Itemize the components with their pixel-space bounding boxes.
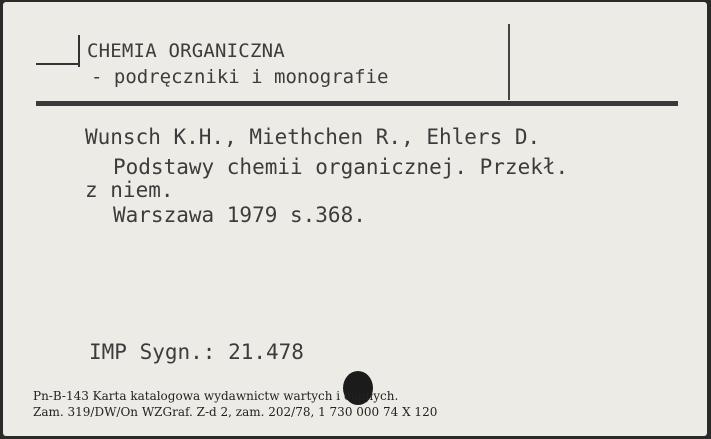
form-footer-line-2: Zam. 319/DW/On WZGraf. Z-d 2, zam. 202/78, 1 730 000 74 X 120	[33, 405, 438, 419]
title-continuation: z niem.	[85, 178, 174, 202]
header-divider	[508, 24, 510, 100]
header-rule	[36, 101, 678, 106]
header-corner-underline	[36, 63, 80, 65]
subject-heading: CHEMIA ORGANICZNA	[87, 40, 285, 62]
catalog-card	[3, 2, 707, 436]
title-line: Podstawy chemii organicznej. Przekł.	[113, 155, 569, 179]
call-number: IMP Sygn.: 21.478	[89, 340, 304, 364]
subject-subheading: - podręczniki i monografie	[91, 66, 389, 88]
authors-line: Wunsch K.H., Miethchen R., Ehlers D.	[85, 125, 541, 149]
imprint-line: Warszawa 1979 s.368.	[113, 203, 366, 227]
form-footer-line-1: Pn-B-143 Karta katalogowa wydawnictw wartych i ciągłych.	[33, 389, 399, 403]
